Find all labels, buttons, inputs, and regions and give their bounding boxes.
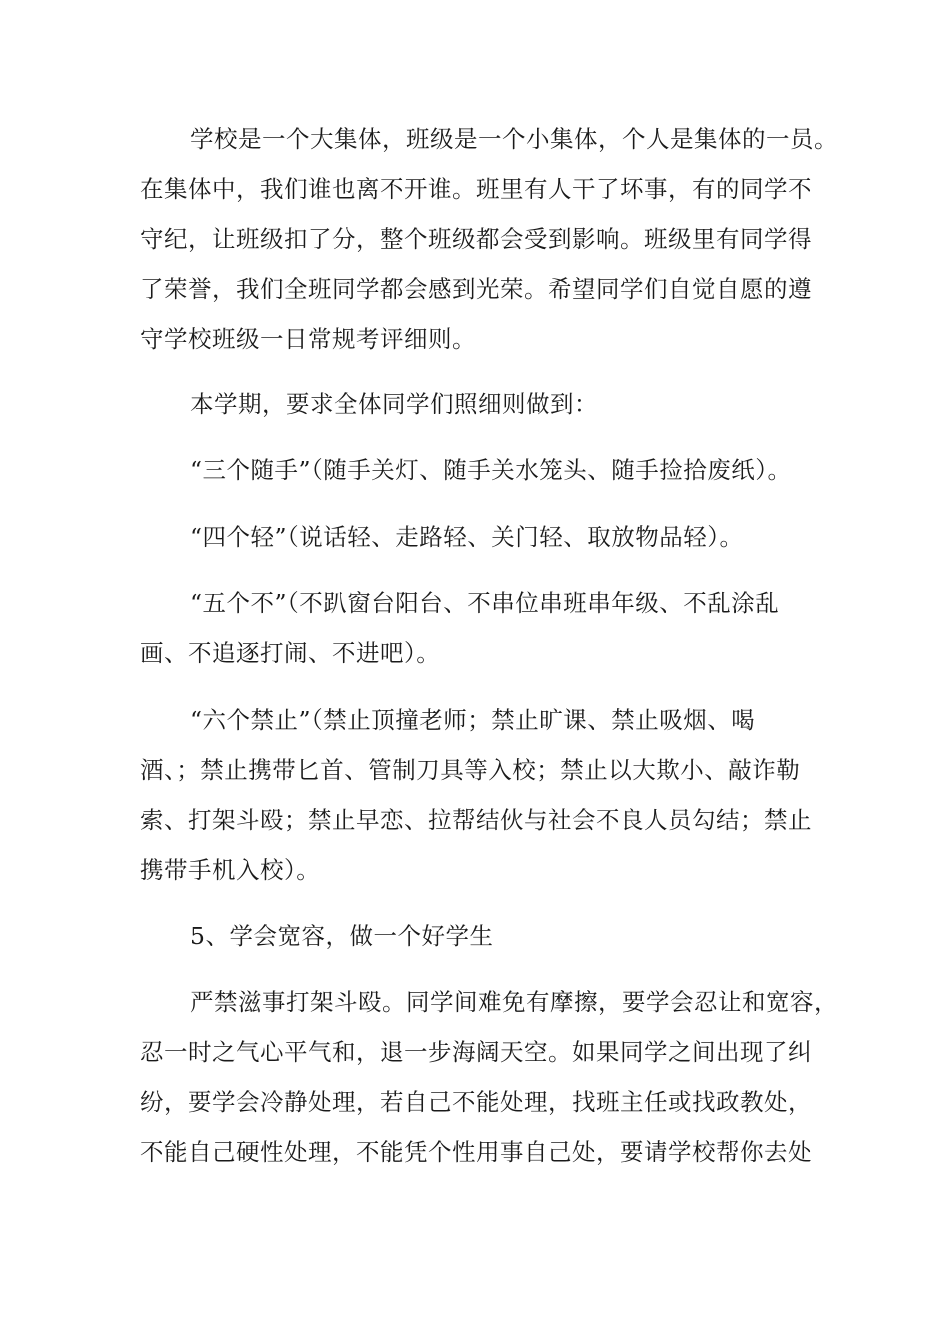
text-line: 画、不追逐打闹、不进吧）。 bbox=[140, 639, 441, 667]
text-line: 守纪，让班级扣了分，整个班级都会受到影响。班级里有同学得 bbox=[140, 225, 812, 253]
text-line: 忍一时之气心平气和，退一步海阔天空。如果同学之间出现了纠 bbox=[140, 1038, 812, 1066]
text-line: “五个不”（不趴窗台阳台、不串位串班串年级、不乱涂乱 bbox=[190, 589, 780, 617]
text-line: 纷，要学会冷静处理，若自己不能处理，找班主任或找政教处， bbox=[140, 1088, 812, 1116]
section-heading: 5、学会宽容，做一个好学生 bbox=[190, 922, 494, 950]
text-line: “三个随手”（随手关灯、随手关水笼头、随手捡拾废纸）。 bbox=[190, 456, 792, 484]
text-line: 不能自己硬性处理，不能凭个性用事自己处，要请学校帮你去处 bbox=[140, 1138, 812, 1166]
text-line: 本学期，要求全体同学们照细则做到： bbox=[190, 390, 598, 418]
text-line: 在集体中，我们谁也离不开谁。班里有人干了坏事，有的同学不 bbox=[140, 175, 812, 203]
text-line: 酒、；禁止携带匕首、管制刀具等入校；禁止以大欺小、敲诈勒 bbox=[140, 756, 801, 784]
text-line: “六个禁止”（禁止顶撞老师；禁止旷课、禁止吸烟、喝 bbox=[190, 706, 756, 734]
text-line: 严禁滋事打架斗殴。同学间难免有摩擦，要学会忍让和宽容， bbox=[190, 988, 838, 1016]
text-line: 了荣誉，我们全班同学都会感到光荣。希望同学们自觉自愿的遵 bbox=[140, 275, 812, 303]
text-line: 学校是一个大集体，班级是一个小集体，个人是集体的一员。 bbox=[190, 125, 838, 153]
text-line: 携带手机入校）。 bbox=[140, 856, 321, 884]
text-line: “四个轻”（说话轻、走路轻、关门轻、取放物品轻）。 bbox=[190, 523, 744, 551]
text-line: 索、打架斗殴；禁止早恋、拉帮结伙与社会不良人员勾结；禁止 bbox=[140, 806, 812, 834]
text-line: 守学校班级一日常规考评细则。 bbox=[140, 325, 476, 353]
